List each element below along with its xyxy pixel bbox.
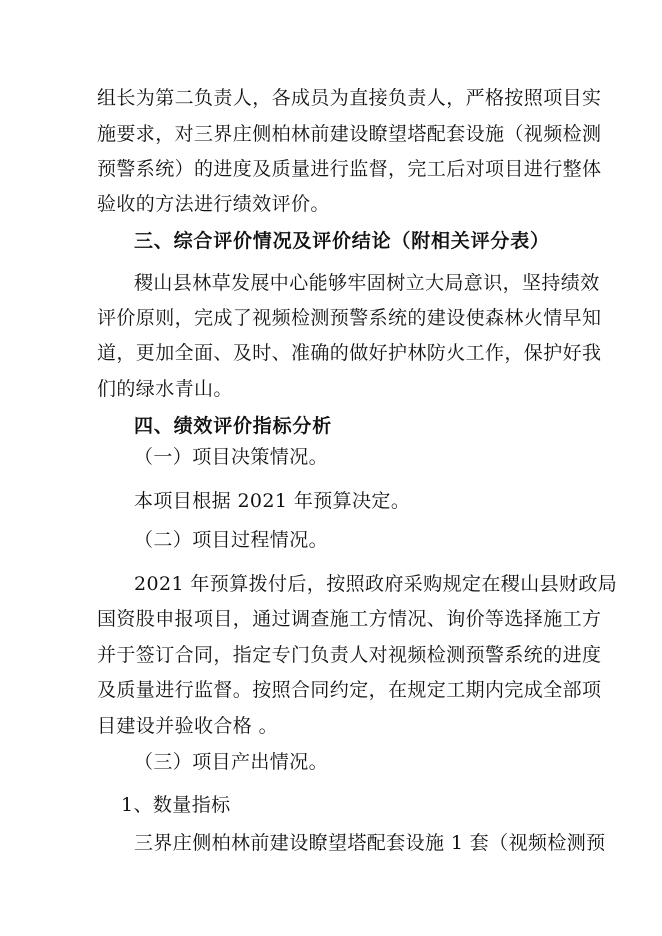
- paragraph-line: 评价原则，完成了视频检测预警系统的建设使森林火情早知: [97, 307, 602, 329]
- paragraph-line: 国资股申报项目，通过调查施工方情况、询价等选择施工方: [97, 608, 602, 630]
- paragraph-line: 及质量进行监督。按照合同约定，在规定工期内完成全部项: [97, 679, 602, 701]
- paragraph-line: 三界庄侧柏林前建设瞭望塔配套设施 1 套（视频检测预: [134, 832, 606, 854]
- paragraph-line: 验收的方法进行绩效评价。: [97, 193, 330, 215]
- paragraph-line: 稷山县林草发展中心能够牢固树立大局意识，坚持绩效: [134, 272, 600, 294]
- paragraph-line: 们的绿水青山。: [97, 378, 233, 400]
- paragraph-line: 预警系统）的进度及质量进行监督，完工后对项目进行整体: [97, 158, 602, 180]
- paragraph-line: 并于签订合同，指定专门负责人对视频检测预警系统的进度: [97, 644, 602, 666]
- subsection-heading: （二）项目过程情况。: [134, 529, 329, 551]
- list-item-heading: 1、数量指标: [121, 794, 231, 816]
- paragraph-line: 目建设并验收合格 。: [97, 715, 279, 737]
- section-heading: 四、绩效评价指标分析: [134, 415, 333, 437]
- paragraph-line: 道，更加全面、及时、准确的做好护林防火工作，保护好我: [97, 342, 602, 364]
- subsection-heading: （一）项目决策情况。: [134, 446, 329, 468]
- section-heading: 三、综合评价情况及评价结论（附相关评分表）: [134, 230, 550, 252]
- paragraph-line: 本项目根据 2021 年预算决定。: [134, 490, 411, 512]
- paragraph-line: 2021 年预算拨付后，按照政府采购规定在稷山县财政局: [134, 573, 618, 595]
- paragraph-line: 施要求，对三界庄侧柏林前建设瞭望塔配套设施（视频检测: [97, 123, 602, 145]
- subsection-heading: （三）项目产出情况。: [134, 751, 329, 773]
- paragraph-line: 组长为第二负责人，各成员为直接负责人，严格按照项目实: [97, 87, 602, 109]
